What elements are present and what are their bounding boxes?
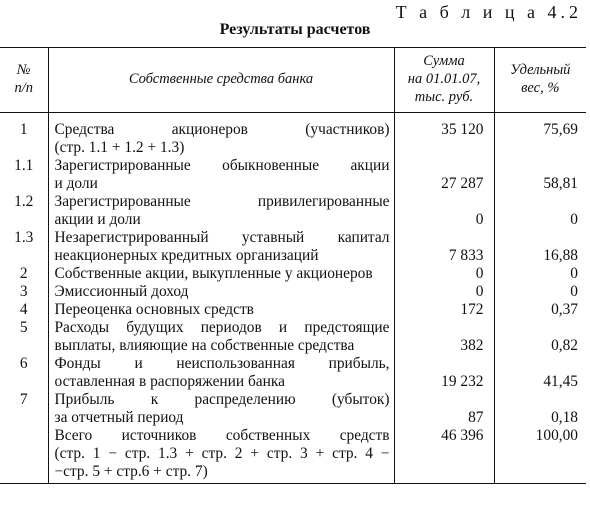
row-sum <box>394 265 494 283</box>
row-name-line: (стр. 1 − стр. 1.3 + стр. 2 + стр. 3 + стр. 4 − <box>54 445 390 462</box>
row-sum <box>394 193 494 229</box>
row-name-line: Всего источников собственных средств <box>54 427 390 444</box>
row-sum-text: 0 <box>475 265 484 282</box>
row-name <box>48 193 394 229</box>
row-share <box>494 229 586 265</box>
row-name <box>48 265 394 283</box>
row-number <box>0 157 48 193</box>
row-name-line: Прибыль к распределению (убыток) <box>54 391 390 408</box>
row-sum <box>394 355 494 391</box>
header-name <box>48 48 394 113</box>
row-sum-text: 35 120 <box>441 121 484 138</box>
table-label: Т а б л и ц а 4.2 <box>395 2 582 22</box>
row-share <box>494 355 586 391</box>
row-sum-text: 172 <box>460 301 484 318</box>
row-name <box>48 157 394 193</box>
table-row <box>0 157 586 193</box>
spacer <box>395 355 484 373</box>
row-sum <box>394 427 494 484</box>
table-row <box>0 301 586 319</box>
spacer <box>495 319 579 337</box>
table-row <box>0 391 586 427</box>
row-name <box>48 301 394 319</box>
row-share-text: 0 <box>570 211 578 228</box>
spacer <box>395 319 484 337</box>
row-share-text: 58,81 <box>543 175 578 192</box>
row-name <box>48 391 394 427</box>
header-name-line: Собственные средства банка <box>128 71 314 87</box>
table-row <box>0 265 586 283</box>
row-share-text: 100,00 <box>535 427 578 444</box>
row-name <box>48 229 394 265</box>
row-sum <box>394 229 494 265</box>
header-share-line: вес, % <box>521 80 560 96</box>
row-number-text: 1.1 <box>14 157 34 174</box>
spacer <box>395 157 484 175</box>
row-number-text <box>0 427 48 445</box>
row-sum <box>394 301 494 319</box>
row-number-text: 1.3 <box>14 229 34 246</box>
table-row <box>0 193 586 229</box>
row-share <box>494 193 586 229</box>
table-row <box>0 427 586 484</box>
row-sum-text: 19 232 <box>441 373 484 390</box>
row-name-line: и доли <box>54 175 98 192</box>
spacer <box>495 229 579 247</box>
row-name-line: Средства акционеров (участников) <box>54 121 390 138</box>
row-share <box>494 157 586 193</box>
row-name-line: Фонды и неиспользованная прибыль, <box>54 355 390 372</box>
row-name-line: акции и доли <box>54 211 141 228</box>
row-sum-text: 0 <box>475 283 484 300</box>
row-sum-text: 7 833 <box>448 247 484 264</box>
header-num-line: п/п <box>14 80 34 96</box>
header-sum-line: Сумма <box>423 53 465 69</box>
results-table <box>0 47 586 484</box>
row-number-text: 6 <box>19 355 28 372</box>
header-num-line: № <box>16 62 31 78</box>
row-share-text: 41,45 <box>543 373 578 390</box>
row-name-line: Переоценка основных средств <box>54 301 254 318</box>
header-sum-line: на 01.01.07, <box>407 71 481 87</box>
row-number-text: 7 <box>19 391 28 408</box>
row-number <box>0 319 48 355</box>
row-sum-text: 382 <box>460 337 484 354</box>
row-number <box>0 427 48 484</box>
row-name <box>48 283 394 301</box>
spacer <box>495 391 579 409</box>
row-sum <box>394 157 494 193</box>
row-name-line: Зарегистрированные привилегированные <box>54 193 390 210</box>
row-number <box>0 283 48 301</box>
row-sum <box>394 283 494 301</box>
spacer <box>395 391 484 409</box>
row-number <box>0 193 48 229</box>
row-share-text: 0,82 <box>551 337 578 354</box>
row-sum-text: 27 287 <box>441 175 484 192</box>
header-share <box>494 48 586 113</box>
spacer <box>495 157 579 175</box>
row-share <box>494 283 586 301</box>
spacer <box>395 193 484 211</box>
row-number <box>0 265 48 283</box>
row-share-text: 0,37 <box>551 301 578 318</box>
row-share <box>494 319 586 355</box>
row-number <box>0 229 48 265</box>
table-row <box>0 355 586 391</box>
table-row <box>0 113 586 158</box>
row-number-text: 4 <box>19 301 28 318</box>
row-share-text: 0 <box>570 283 578 300</box>
row-name-line: −стр. 5 + стр.6 + стр. 7) <box>54 463 208 480</box>
row-sum-text: 87 <box>468 409 484 426</box>
row-sum-text: 0 <box>475 211 484 228</box>
row-share-text: 0,18 <box>551 409 578 426</box>
row-name-line: оставленная в распоряжении банка <box>54 373 285 390</box>
header-sum <box>394 48 494 113</box>
row-name-line: Эмиссионный доход <box>54 283 189 300</box>
row-share <box>494 391 586 427</box>
spacer <box>495 193 579 211</box>
row-name <box>48 319 394 355</box>
row-share <box>494 427 586 484</box>
row-name-line: неакционерных кредитных организаций <box>54 247 319 264</box>
row-sum <box>394 391 494 427</box>
row-share <box>494 301 586 319</box>
row-name-line: Расходы будущих периодов и предстоящие <box>54 319 390 336</box>
spacer <box>395 229 484 247</box>
row-share <box>494 265 586 283</box>
row-number-text: 1 <box>19 121 28 138</box>
spacer <box>495 355 579 373</box>
table-header-row <box>0 48 586 113</box>
header-sum-line: тыс. руб. <box>414 89 474 105</box>
row-name-line: (стр. 1.1 + 1.2 + 1.3) <box>54 139 185 156</box>
row-number <box>0 113 48 158</box>
row-number <box>0 355 48 391</box>
row-name <box>48 113 394 158</box>
table-row <box>0 319 586 355</box>
row-name-line: Собственные акции, выкупленные у акционеров <box>54 265 373 282</box>
row-share-text: 0 <box>570 265 578 282</box>
header-share-line: Удельный <box>510 62 571 78</box>
row-number <box>0 301 48 319</box>
row-name-line: Незарегистрированный уставный капитал <box>54 229 390 246</box>
row-number-text: 2 <box>19 265 28 282</box>
row-name <box>48 355 394 391</box>
row-share-text: 16,88 <box>543 247 578 264</box>
row-share-text: 75,69 <box>543 121 578 138</box>
row-name-line: выплаты, влияющие на собственные средства <box>54 337 355 354</box>
table-row <box>0 229 586 265</box>
row-sum-text: 46 396 <box>441 427 484 444</box>
row-name <box>48 427 394 484</box>
row-number-text: 3 <box>19 283 28 300</box>
row-number-text: 5 <box>19 319 28 336</box>
row-sum <box>394 113 494 158</box>
table-title: Результаты расчетов <box>219 21 371 38</box>
row-name-line: Зарегистрированные обыкновенные акции <box>54 157 390 174</box>
row-number-text: 1.2 <box>14 193 34 210</box>
row-number <box>0 391 48 427</box>
row-share <box>494 113 586 158</box>
header-num <box>0 48 48 113</box>
row-sum <box>394 319 494 355</box>
row-name-line: за отчетный период <box>54 409 184 426</box>
table-row <box>0 283 586 301</box>
table-body <box>0 113 586 484</box>
